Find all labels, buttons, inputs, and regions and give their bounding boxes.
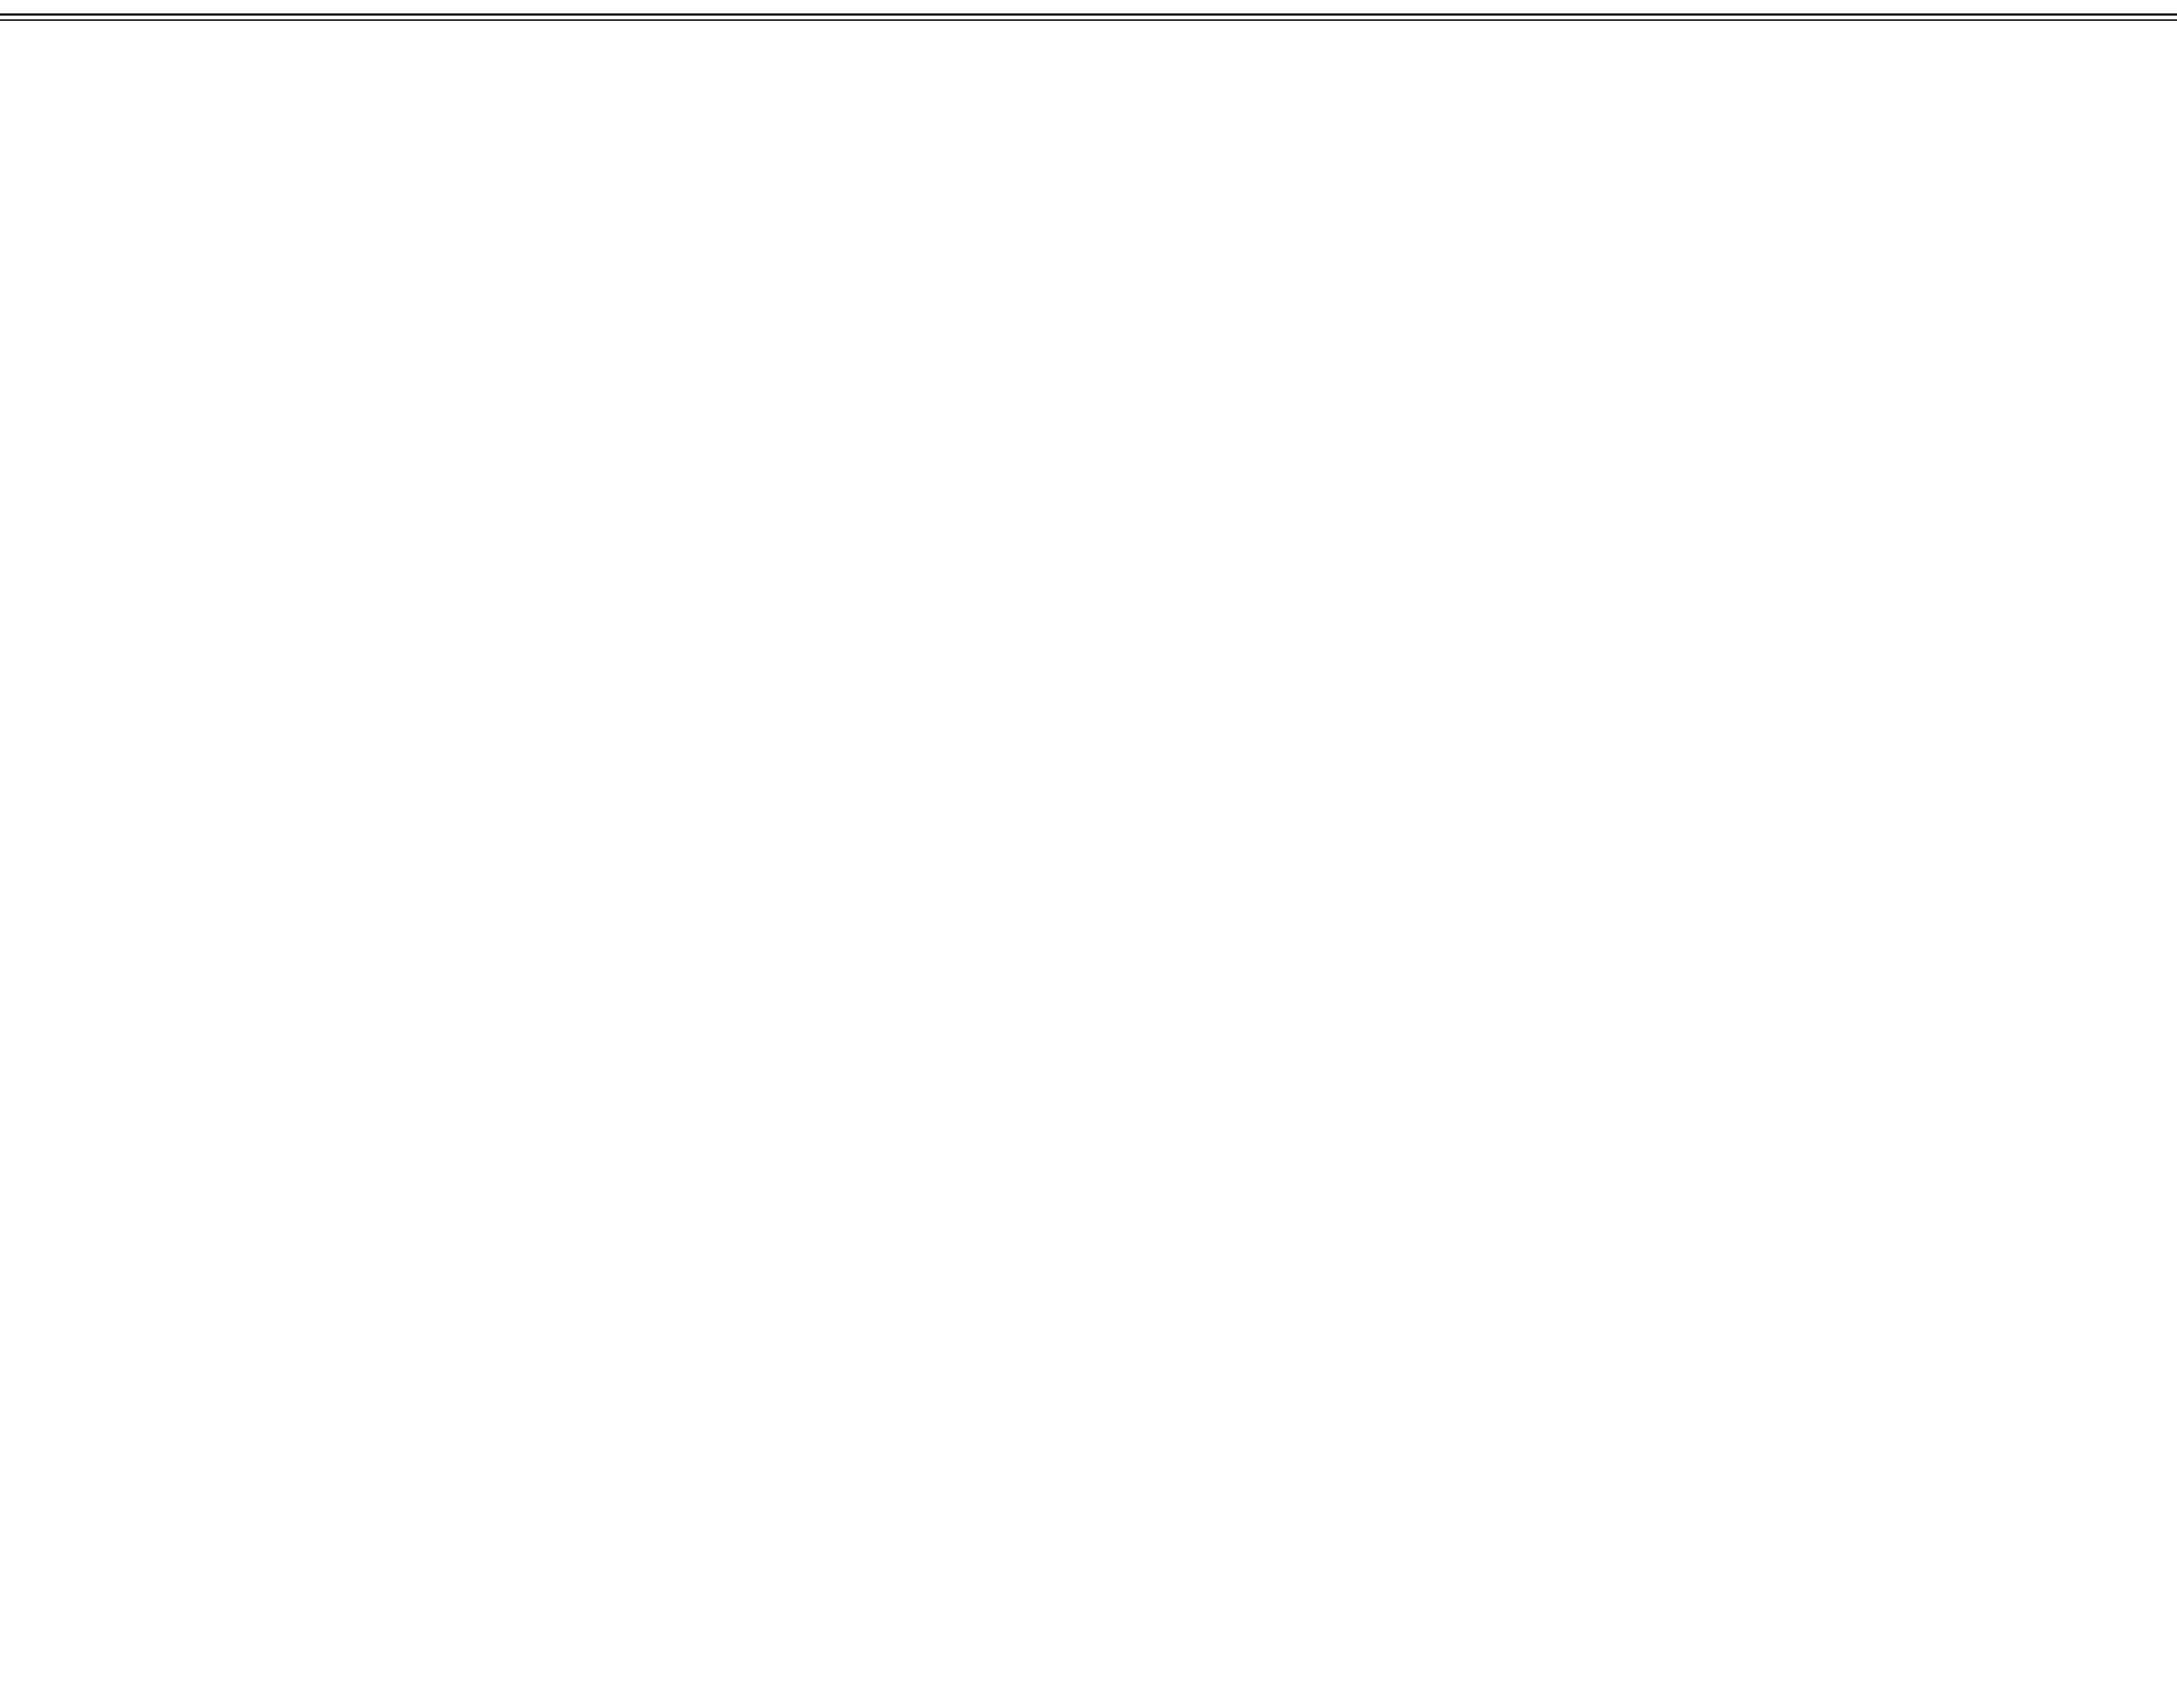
top-rule bbox=[0, 13, 2177, 16]
top-rule-thin bbox=[0, 19, 2177, 21]
